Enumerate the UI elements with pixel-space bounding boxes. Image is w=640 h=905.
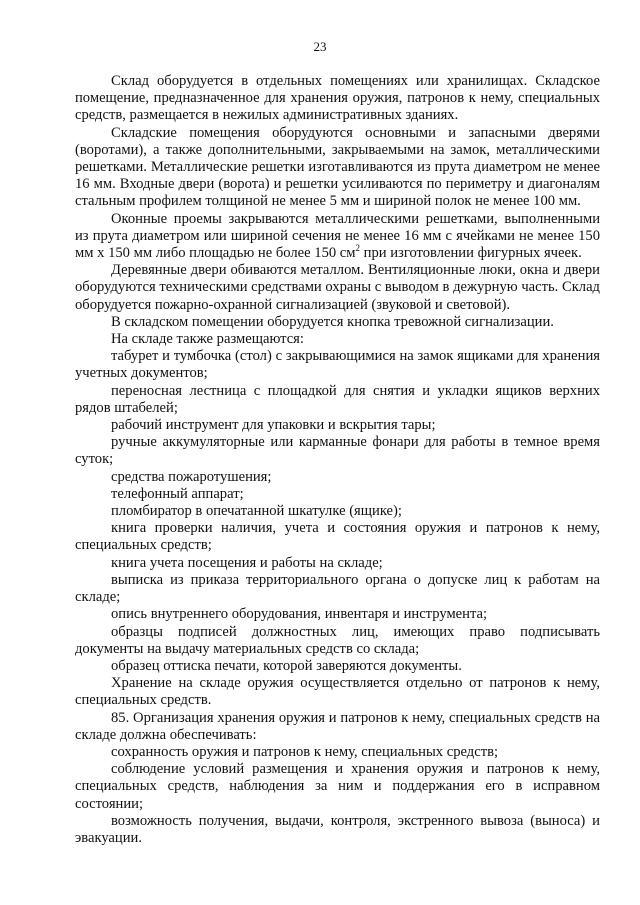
paragraph: Складские помещения оборудуются основными и запасными дверями (воротами), а также дополнительными, закрываемыми на замок, металлическими решетками. Металлические решетки изготавливаются из прута диаметром не менее 16 мм. Входные двери (ворота) и решетки усиливаются по периметру и диагоналям стальным профилем толщиной не менее 5 мм и шириной полок не менее 100 мм. xyxy=(75,124,600,210)
list-item: переносная лестница с площадкой для снятия и укладки ящиков верхних рядов штабелей; xyxy=(75,382,600,416)
paragraph-text: Оконные проемы закрываются металлическими решетками, выполненными из прута диаметром или шириной сечения не менее 16 мм с ячейками не менее 150 мм х 150 мм либо площадью не более 150 см xyxy=(75,210,600,262)
list-item: сохранность оружия и патронов к нему, специальных средств; xyxy=(111,743,499,760)
document-body xyxy=(75,73,600,847)
superscript: 2 xyxy=(355,243,361,254)
paragraph: На складе также размещаются: xyxy=(111,331,304,348)
paragraph-tail: при изготовлении фигурных ячеек. xyxy=(360,245,582,262)
list-item: телефонный аппарат; xyxy=(111,485,244,502)
list-item: возможность получения, выдачи, контроля, экстренного вывоза (выноса) и эвакуации. xyxy=(75,812,600,846)
list-item: выписка из приказа территориального органа о допуске лиц к работам на складе; xyxy=(75,571,600,606)
list-item: средства пожаротушения; xyxy=(111,468,272,485)
paragraph: В складском помещении оборудуется кнопка тревожной сигнализации. xyxy=(111,313,554,330)
list-item: опись внутреннего оборудования, инвентаря и инструмента; xyxy=(111,606,488,623)
list-item: книга проверки наличия, учета и состояния оружия и патронов к нему, специальных средств; xyxy=(75,520,600,554)
list-item: пломбиратор в опечатанной шкатулке (ящике); xyxy=(111,503,402,520)
paragraph: 85. Организация хранения оружия и патронов к нему, специальных средств на складе должна обеспечивать: xyxy=(75,709,600,743)
page-number: 23 xyxy=(313,39,327,54)
list-item: ручные аккумуляторные или карманные фонари для работы в темное время суток; xyxy=(75,434,600,468)
list-item: табурет и тумбочка (стол) с закрывающимися на замок ящиками для хранения учетных документов; xyxy=(75,348,600,382)
list-item: книга учета посещения и работы на складе; xyxy=(111,554,383,571)
list-item: образец оттиска печати, которой заверяются документы. xyxy=(111,657,462,674)
list-item: соблюдение условий размещения и хранения оружия и патронов к нему, специальных средств, наблюдения за ним и поддержания его в исправном состоянии; xyxy=(75,761,600,812)
paragraph: Деревянные двери обиваются металлом. Вентиляционные люки, окна и двери оборудуются техническими средствами охраны с выводом в дежурную часть. Склад оборудуется пожарно-охранной сигнализацией (звуковой и световой). xyxy=(75,262,600,313)
paragraph xyxy=(75,211,600,263)
paragraph: Хранение на складе оружия осуществляется отдельно от патронов к нему, специальных средств. xyxy=(75,675,600,709)
list-item: образцы подписей должностных лиц, имеющих право подписывать документы на выдачу материальных средств со склада; xyxy=(75,623,600,657)
list-item: рабочий инструмент для упаковки и вскрытия тары; xyxy=(111,417,436,434)
paragraph: Склад оборудуется в отдельных помещениях или хранилищах. Складское помещение, предназначенное для хранения оружия, патронов к нему, специальных средств, размещается в нежилых административных зданиях. xyxy=(75,73,600,124)
